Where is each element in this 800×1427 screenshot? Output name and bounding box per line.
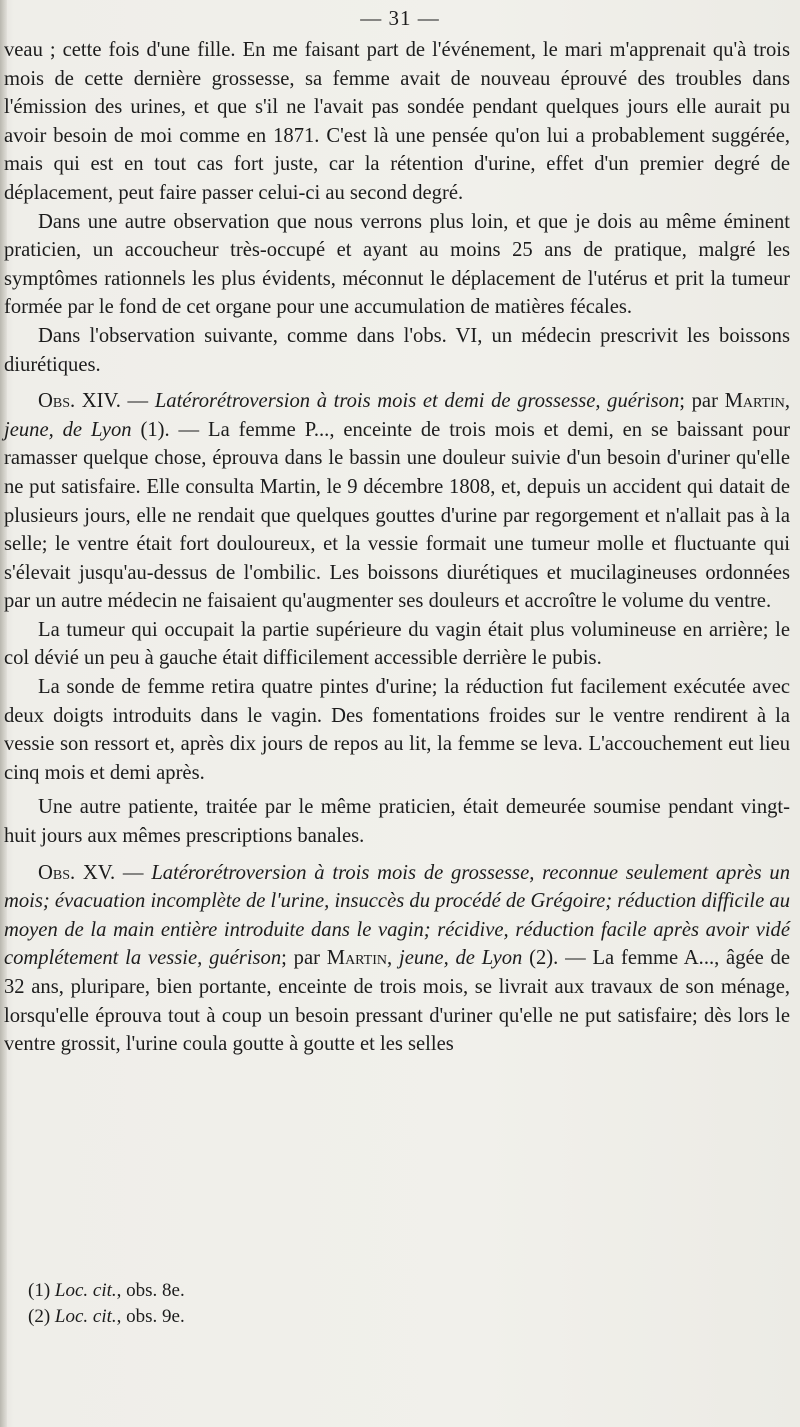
obs-15-label: Obs. XV. — <box>38 861 144 884</box>
paragraph-2: Dans une autre observation que nous verrons plus loin, et que je dois au même éminent praticien, un accoucheur très-occupé et ayant au moins 25 ans de pratique, malgré les symptômes rationnels les plus évidents, méconnut le déplacement de l'utérus et prit la tumeur formée par le fond de cet organe pour une accumulation de matières fécales. <box>4 210 790 319</box>
observation-15: Obs. XV. — Latérorétroversion à trois mois de grossesse, reconnue seulement après un mois; évacuation incomplète de l'urine, insuccès du procédé de Grégoire; réduction difficile au moyen de la main entière introduite dans le vagin; récidive, réduction facile après avoir vidé complétement la vessie, guérison; par Martin, jeune, de Lyon (2). — La femme A..., âgée de 32 ans, pluripare, bien portante, enceinte de trois mois, se livrait aux travaux de son ménage, lorsqu'elle éprouva tout à coup un besoin pressant d'uriner qu'elle ne put satisfaire; dès lors le ventre grossit, l'urine coula goutte à goutte et les selles <box>4 861 791 1056</box>
footnote-1-obs: , obs. 8e. <box>116 1280 185 1301</box>
obs-15-footnote-ref: (2). <box>529 947 559 970</box>
page-body <box>4 36 790 1059</box>
paragraph-6: La sonde de femme retira quatre pintes d'urine; la réduction fut facilement exécutée avec deux doigts introduits dans le vagin. Des fomentations froides sur le ventre rendirent à la vessie son ressort et, après dix jours de repos au lit, la femme se leva. L'accouchement eut lieu cinq mois et demi après. <box>4 676 790 784</box>
observation-14: Obs. XIV. — Latérorétroversion à trois mois et demi de grossesse, guérison; par Martin, jeune, de Lyon (1). — La femme P..., enceinte de trois mois et demi, en se baissant pour ramasser quelque chose, éprouva dans le bassin une douleur suivie d'un besoin d'uriner qu'elle ne put satisfaire. Elle consulta Martin, le 9 décembre 1808, et, depuis un accident qui datait de plusieurs jours, elle ne rendait que quelques gouttes d'urine par regorgement et n'allait pas à la selle; le ventre était fort douloureux, et la vessie formait une tumeur molle et fluctuante qui s'élevait jusqu'au-dessus de l'ombilic. Les boissons diurétiques et mucilagineuses ordonnées par un autre médecin ne faisaient qu'augmenter ses douleurs et accroître le volume du ventre. <box>4 390 791 613</box>
obs-15-by: ; par <box>281 947 320 970</box>
obs-14-origin: jeune, de Lyon <box>4 418 132 441</box>
obs-14-text: — La femme P..., enceinte de trois mois et demi, en se baissant pour ramasser quelque chose, éprouva dans le bassin une douleur suivie d'un besoin d'uriner qu'elle ne put satisfaire. Elle consulta Martin, le 9 décembre 1808, et, depuis un accident qui datait de plusieurs jours, elle ne rendait que quelques gouttes d'urine par regorgement et n'allait pas à la selle; le ventre était fort douloureux, et la vessie formait une tumeur molle et fluctuante qui s'élevait jusqu'au-dessus de l'ombilic. Les boissons diurétiques et mucilagineuses ordonnées par un autre médecin ne faisaient qu'augmenter ses douleurs et accroître le volume du ventre. <box>4 418 791 613</box>
footnote-2 <box>28 1304 768 1330</box>
obs-15-text: — La femme A..., âgée de 32 ans, pluripare, bien portante, enceinte de trois mois, se livrait aux travaux de son ménage, lorsqu'elle éprouva tout à coup un besoin pressant d'uriner qu'elle ne put satisfaire; dès lors le ventre grossit, l'urine coula goutte à goutte et les selles <box>4 947 790 1056</box>
footnote-2-loc: Loc. cit. <box>54 1306 117 1327</box>
obs-15-title: Latérorétroversion à trois mois de grossesse, reconnue seulement après un mois; évacuation incomplète de l'urine, insuccès du procédé de Grégoire; réduction difficile au moyen de la main entière introduite dans le vagin; récidive, réduction facile après avoir vidé complétement la vessie, guérison <box>4 861 791 970</box>
obs-15-origin: jeune, de Lyon <box>398 947 523 970</box>
obs-14-by: ; par <box>679 390 718 413</box>
obs-14-author: Martin <box>724 390 785 413</box>
paragraph-5: La tumeur qui occupait la partie supérieure du vagin était plus volumineuse en arrière; le col dévié un peu à gauche était difficilement accessible derrière le pubis. <box>4 618 790 670</box>
footnote-2-obs: , obs. 9e. <box>116 1306 185 1327</box>
obs-14-label: Obs. XIV. — <box>38 390 149 413</box>
page-number: — 31 — <box>360 6 440 30</box>
footnote-1 <box>28 1278 768 1304</box>
paragraph-3: Dans l'observation suivante, comme dans l'obs. VI, un médecin prescrivit les boissons diurétiques. <box>4 324 790 376</box>
footnotes <box>28 1278 768 1330</box>
paragraph-1: veau ; cette fois d'une fille. En me faisant part de l'événement, le mari m'apprenait qu'à trois mois de cette dernière grossesse, sa femme avait de nouveau éprouvé des troubles dans l'émission des urines, et que s'il ne l'avait pas sondée pendant quelques jours elle aurait pu avoir besoin de moi comme en 1871. C'est là une pensée qu'on lui a probablement suggérée, mais qui est en tout cas fort juste, car la rétention d'urine, effet d'un premier degré de déplacement, peut faire passer celui-ci au second degré. <box>4 39 790 204</box>
footnote-1-loc: Loc. cit. <box>54 1280 117 1301</box>
paragraph-7: Une autre patiente, traitée par le même praticien, était demeurée soumise pendant vingt-huit jours aux mêmes prescriptions banales. <box>4 796 790 848</box>
footnote-2-number: (2) <box>28 1306 51 1327</box>
obs-14-footnote-ref: (1). <box>140 418 170 441</box>
footnote-1-number: (1) <box>28 1280 51 1301</box>
obs-14-title: Latérorétroversion à trois mois et demi de grossesse, guérison <box>154 390 680 413</box>
obs-15-author: Martin <box>326 947 388 970</box>
